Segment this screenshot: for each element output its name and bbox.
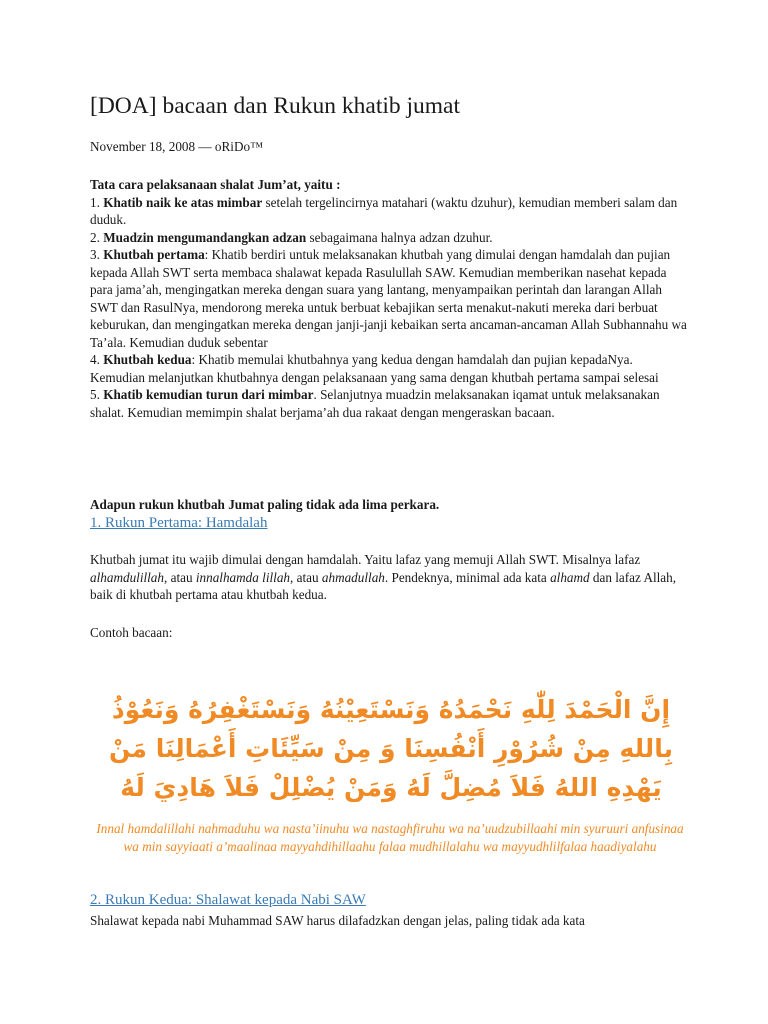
example-label: Contoh bacaan: xyxy=(90,625,173,640)
step-item xyxy=(90,229,690,247)
step-text: : Khatib berdiri untuk melaksanakan khutbah yang dimulai dengan hamdalah dan pujian kepada Allah SWT serta membaca shalawat kepada Rasulullah SAW. Kemudian memberikan nasehat kepada para jama’ah, mengingatkan mereka dengan suara yang lantang, menyampaikan perintah dan larangan Allah SWT dan RasulNya, mendorong mereka untuk berbuat kebajikan serta menakut-nakuti mereka dari berbuat keburukan, dan mengingatkan mereka dengan janji-janji kebaikan serta ancaman-ancaman Allah Subhannahu wa Ta’ala. Kemudian duduk sebentar xyxy=(90,247,687,350)
step-text: sebagaimana halnya adzan dzuhur. xyxy=(306,229,493,245)
hamdalah-paragraph xyxy=(90,551,690,604)
section-heading-hamdalah[interactable]: 1. Rukun Pertama: Hamdalah xyxy=(90,515,268,531)
post-meta: November 18, 2008 — oRiDo™ xyxy=(90,139,263,154)
step-text: . Selanjutnya muadzin melaksanakan iqamat untuk melaksanakan shalat. Kemudian memimpin shalat berjama’ah dua rakaat dengan mengeraskan bacaan. xyxy=(90,387,660,420)
text-span: . Pendeknya, minimal ada kata xyxy=(384,569,551,585)
intro-heading: Tata cara pelaksanaan shalat Jum’at, yaitu : xyxy=(90,177,341,192)
shalawat-paragraph: Shalawat kepada nabi Muhammad SAW harus dilafadzkan dengan jelas, paling tidak ada kata xyxy=(90,913,585,928)
text-span: dan lafaz Allah, baik di khutbah pertama atau khutbah kedua. xyxy=(90,569,677,602)
transliteration-text: Innal hamdalillahi nahmaduhu wa nasta’iinuhu wa nastaghfiruhu wa na’uudzubillaahi min syuruuri anfusinaa wa min sayyiaati a’maalinaa mayyahdihillaahu falaa mudhillalahu wa mayyudhlilfalaa haadiyalahu xyxy=(96,821,684,854)
italic-term: alhamdulillah xyxy=(90,569,164,585)
italic-term: alhamd xyxy=(550,569,590,585)
step-title: Khatib naik ke atas mimbar xyxy=(103,194,263,210)
step-number: 4. xyxy=(90,352,100,367)
italic-term: innalhamda lillah xyxy=(195,569,291,585)
step-title: Khutbah pertama xyxy=(103,247,205,262)
step-item xyxy=(90,246,690,351)
section-heading-shalawat[interactable]: 2. Rukun Kedua: Shalawat kepada Nabi SAW xyxy=(90,892,366,908)
arabic-prayer-text: إِنَّ الْحَمْدَ لِلّٰهِ نَحْمَدُهُ وَنَسْتَعِيْنُهُ وَنَسْتَغْفِرُهُ وَنَعُوْذُ بِاللهِ مِنْ شُرُوْرِ أَنْفُسِنَا وَ مِنْ سَيِّئَاتِ أَعْمَالِنَا مَنْ يَهْدِهِ اللهُ فَلاَ مُضِلَّ لَهُ وَمَنْ يُضْلِلْ فَلاَ هَادِيَ لَهُ xyxy=(109,695,673,802)
step-text: setelah tergelincirnya matahari (waktu dzuhur), kemudian memberi salam dan duduk. xyxy=(90,194,678,227)
text-span: , atau xyxy=(164,569,196,585)
step-number: 3. xyxy=(90,247,100,262)
steps-block xyxy=(90,176,690,421)
step-item xyxy=(90,351,690,386)
step-item xyxy=(90,194,690,229)
step-number: 1. xyxy=(90,194,100,210)
italic-term: ahmadullah xyxy=(321,569,385,585)
text-span: Khutbah jumat itu wajib dimulai dengan hamdalah. Yaitu lafaz yang memuji Allah SWT. Misalnya lafaz xyxy=(90,552,641,567)
step-item xyxy=(90,386,690,421)
step-text: : Khatib memulai khutbahnya yang kedua dengan hamdalah dan pujian kepadaNya. Kemudian melanjutkan khutbahnya dengan pelaksanaan yang sama dengan khutbah pertama sampai selesai xyxy=(90,352,659,385)
step-number: 5. xyxy=(90,387,100,402)
step-number: 2. xyxy=(90,229,100,245)
rukun-intro: Adapun rukun khutbah Jumat paling tidak ada lima perkara. xyxy=(90,497,440,512)
text-span: , atau xyxy=(290,569,322,585)
step-title: Khatib kemudian turun dari mimbar xyxy=(103,387,314,402)
step-title: Muadzin mengumandangkan adzan xyxy=(103,229,307,245)
page-title: [DOA] bacaan dan Rukun khatib jumat xyxy=(90,93,461,119)
step-title: Khutbah kedua xyxy=(103,352,192,367)
